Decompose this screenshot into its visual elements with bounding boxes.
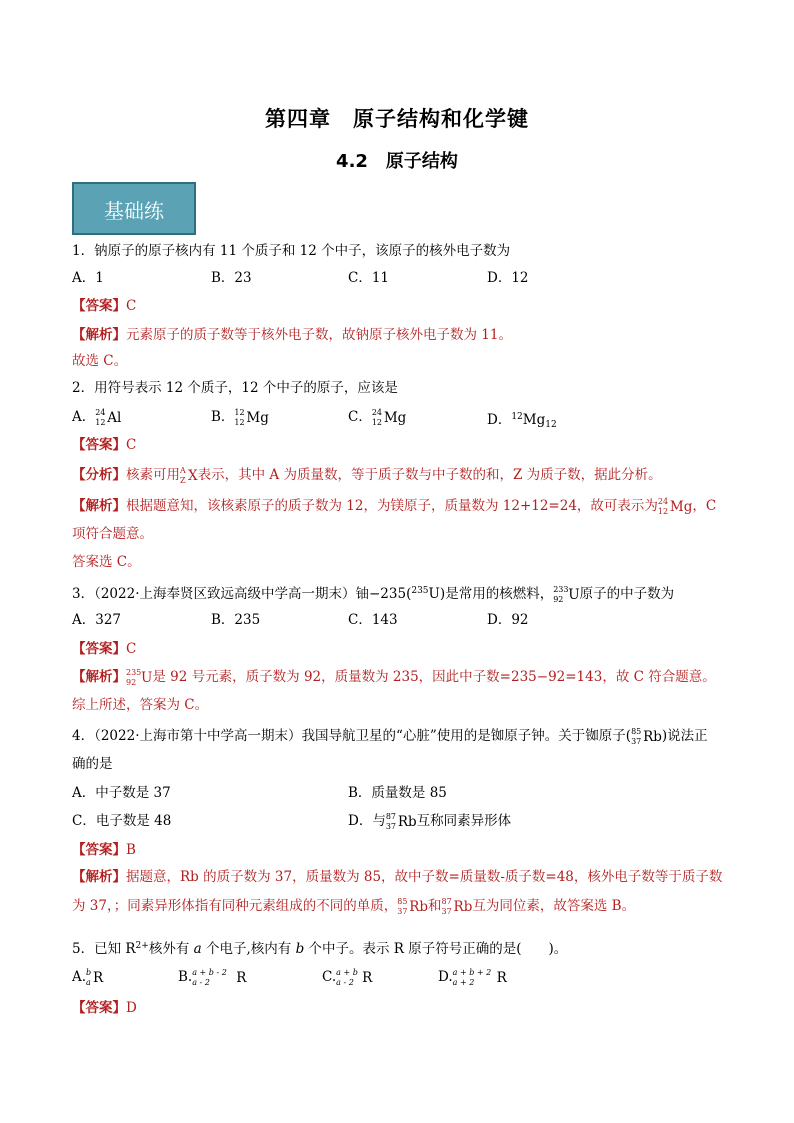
element-symbol: Rb bbox=[409, 898, 429, 915]
q3-explanation bbox=[72, 667, 716, 688]
q2-explanation bbox=[72, 496, 716, 517]
q4-option-b: B．质量数是 85 bbox=[348, 785, 447, 801]
mass-number: 233 bbox=[553, 584, 569, 594]
isotope-symbol bbox=[180, 466, 198, 486]
section-tag bbox=[72, 182, 196, 235]
mass-number: 87 bbox=[441, 896, 452, 906]
q3-stem bbox=[72, 581, 674, 605]
q3-stem-mid: )是常用的核燃料， bbox=[439, 586, 554, 602]
answer-label: 【答案】 bbox=[72, 298, 126, 314]
q4-option-c: C．电子数是 48 bbox=[72, 813, 172, 829]
mass-number: 235 bbox=[126, 667, 142, 677]
page-subtitle: 4.2 原子结构 bbox=[336, 151, 458, 172]
q2-option-c bbox=[348, 407, 406, 428]
q2-option-d bbox=[487, 407, 557, 435]
q2-option-a bbox=[72, 407, 121, 428]
isotope-symbol bbox=[386, 812, 417, 832]
q1-explain-text: 元素原子的质子数等于核外电子数，故钠原子核外电子数为 11。 bbox=[126, 327, 512, 343]
q2-explanation-cont: 项符合题意。 bbox=[72, 526, 153, 542]
charge-superscript: 2+ bbox=[135, 941, 149, 951]
q2-analysis-pre: 核素可用 bbox=[126, 467, 180, 483]
atomic-number: a + 2 bbox=[452, 977, 475, 987]
q1-stem: 1．钠原子的原子核内有 11 个质子和 12 个中子，该原子的核外电子数为 bbox=[72, 243, 511, 259]
q4-stem-cont: 确的是 bbox=[72, 756, 113, 772]
mass-number: 24 bbox=[371, 407, 383, 417]
q4-option-a: A．中子数是 37 bbox=[72, 785, 171, 801]
q1-explanation bbox=[72, 325, 512, 345]
q2-explain-pre: 根据题意知，该核素原子的质子数为 12，为镁原子，质量数为 12+12=24，故可表示为 bbox=[126, 498, 658, 514]
q4-option-d-post: 互称同素异形体 bbox=[416, 813, 512, 829]
q5-option-d-prefix: D. bbox=[438, 969, 453, 985]
q4-explain-mid: 和 bbox=[428, 898, 442, 914]
explain-label: 【解析】 bbox=[72, 498, 126, 514]
mass-number: a + b bbox=[336, 967, 358, 977]
q3-option-b: B．235 bbox=[211, 612, 261, 628]
mass-number: 12 bbox=[511, 412, 523, 422]
q5-option-a-prefix: A. bbox=[72, 969, 87, 985]
q4-explanation bbox=[72, 867, 722, 887]
q2-answer-value: C bbox=[126, 437, 137, 453]
variable-a: a bbox=[193, 941, 202, 957]
q4-explain-line1: 据题意，Rb 的质子数为 37，质量数为 85，故中子数=质量数-质子数=48，核外电子数等于质子数 bbox=[126, 869, 723, 885]
q4-option-d bbox=[348, 811, 511, 832]
q5-option-b bbox=[178, 967, 246, 988]
q1-option-c: C．11 bbox=[348, 270, 390, 286]
q3-option-a: A．327 bbox=[72, 612, 122, 628]
q5-option-a bbox=[72, 967, 103, 988]
answer-label: 【答案】 bbox=[72, 641, 126, 657]
q3-conclusion: 综上所述，答案为 C。 bbox=[72, 697, 209, 713]
q3-stem-post: 原子的中子数为 bbox=[579, 586, 675, 602]
atomic-number: Z bbox=[180, 475, 186, 485]
mass-number: 85 bbox=[631, 726, 642, 736]
mass-number: 24 bbox=[95, 407, 106, 417]
q5-answer bbox=[72, 998, 137, 1018]
q5-stem-mid1: 核外有 bbox=[148, 941, 194, 957]
atomic-number: 37 bbox=[631, 736, 642, 746]
q2-conclusion: 答案选 C。 bbox=[72, 554, 141, 570]
mass-number: 235 bbox=[411, 586, 429, 596]
q2-analysis-post: 表示，其中 A 为质量数，等于质子数与中子数的和，Z 为质子数，据此分析。 bbox=[197, 467, 662, 483]
atomic-number: 37 bbox=[397, 906, 408, 916]
atomic-number: 12 bbox=[234, 417, 245, 427]
q4-stem-post: )说法正 bbox=[661, 728, 708, 744]
atomic-number: 12 bbox=[657, 506, 669, 516]
element-symbol: Mg bbox=[522, 412, 546, 428]
page-title: 第四章 原子结构和化学键 bbox=[265, 107, 529, 131]
isotope-symbol bbox=[553, 585, 579, 605]
isotope-symbol bbox=[234, 408, 268, 428]
q1-option-b: B．23 bbox=[211, 270, 252, 286]
element-symbol: U bbox=[141, 669, 153, 686]
q2-option-d-prefix: D． bbox=[487, 412, 512, 428]
mass-number: a + b - 2 bbox=[192, 967, 227, 977]
analysis-label: 【分析】 bbox=[72, 467, 126, 483]
q5-stem-post: 个中子。表示 R 原子符号正确的是( )。 bbox=[304, 941, 568, 957]
q3-answer bbox=[72, 639, 136, 659]
explain-label: 【解析】 bbox=[72, 869, 126, 885]
element-symbol: Mg bbox=[383, 409, 407, 426]
q4-answer-value: B bbox=[126, 842, 136, 858]
isotope-symbol bbox=[397, 897, 428, 917]
atomic-number: 92 bbox=[553, 594, 564, 604]
q5-answer-value: D bbox=[126, 1000, 137, 1016]
q5-option-c bbox=[322, 967, 372, 988]
atomic-number: a - 2 bbox=[192, 977, 210, 987]
answer-label: 【答案】 bbox=[72, 842, 126, 858]
q3-explain-post: 是 92 号元素，质子数为 92，质量数为 235，因此中子数=235−92=143，故 C 符合题意。 bbox=[152, 669, 716, 685]
element-symbol: Mg bbox=[246, 409, 269, 426]
element-symbol: X bbox=[188, 467, 198, 484]
q5-option-d bbox=[438, 967, 507, 988]
mass-number: 12 bbox=[234, 407, 245, 417]
element-symbol: R bbox=[496, 969, 507, 986]
q2-option-a-prefix: A． bbox=[72, 409, 96, 425]
mass-number: A bbox=[180, 465, 186, 475]
q4-explain-line2: 为 37，；同素异形体指有同种元素组成的不同的单质， bbox=[72, 898, 398, 914]
atomic-number: a bbox=[86, 977, 91, 987]
isotope-symbol bbox=[631, 727, 662, 747]
q2-stem: 2．用符号表示 12 个质子，12 个中子的原子，应该是 bbox=[72, 380, 398, 396]
q5-stem-pre: 5．已知 R bbox=[72, 941, 136, 957]
isotope-symbol bbox=[86, 968, 103, 988]
q1-conclusion: 故选 C。 bbox=[72, 353, 128, 369]
q3-stem-pre: 3．（2022·上海奉贤区致远高级中学高一期末）铀−235( bbox=[72, 586, 412, 602]
q2-analysis bbox=[72, 465, 662, 486]
atomic-number: 12 bbox=[371, 417, 383, 427]
q1-answer bbox=[72, 296, 136, 316]
isotope-symbol bbox=[372, 408, 406, 428]
q3-option-d: D．92 bbox=[487, 612, 529, 628]
q1-option-a: A．1 bbox=[72, 270, 104, 286]
section-tag-label: 基础练 bbox=[104, 199, 164, 223]
explain-label: 【解析】 bbox=[72, 327, 126, 343]
q4-explain-post: 互为同位素，故答案选 B。 bbox=[472, 898, 636, 914]
isotope-symbol bbox=[336, 968, 372, 988]
explain-label: 【解析】 bbox=[72, 669, 126, 685]
q4-answer bbox=[72, 840, 136, 860]
mass-number: 24 bbox=[657, 496, 669, 506]
q3-answer-value: C bbox=[126, 641, 137, 657]
q4-explanation-cont bbox=[72, 896, 635, 917]
atomic-number: 12 bbox=[95, 417, 106, 427]
mass-number: 87 bbox=[385, 811, 397, 821]
q5-stem bbox=[72, 936, 567, 959]
q4-stem-pre: 4．（2022·上海市第十中学高一期末）我国导航卫星的“心脏”使用的是铷原子钟。关于铷原子( bbox=[72, 728, 632, 744]
q2-option-c-prefix: C． bbox=[348, 409, 372, 425]
isotope-symbol bbox=[658, 497, 692, 517]
atomic-number: 92 bbox=[126, 677, 137, 687]
q5-option-b-prefix: B. bbox=[178, 969, 193, 985]
q5-stem-mid2: 个电子,核内有 bbox=[201, 941, 296, 957]
element-symbol: Mg bbox=[669, 498, 693, 515]
answer-label: 【答案】 bbox=[72, 1000, 126, 1016]
element-symbol: U bbox=[568, 586, 580, 603]
q3-option-c: C．143 bbox=[348, 612, 398, 628]
mass-number: b bbox=[86, 967, 92, 977]
isotope-symbol bbox=[192, 968, 246, 988]
element-symbol: R bbox=[362, 969, 373, 986]
isotope-symbol bbox=[95, 408, 121, 428]
isotope-symbol bbox=[453, 968, 507, 988]
mass-number: 85 bbox=[397, 896, 408, 906]
element-symbol: R bbox=[93, 969, 104, 986]
q4-option-d-pre: D．与 bbox=[348, 813, 386, 829]
subscript-number: 12 bbox=[545, 420, 557, 430]
atomic-number: 37 bbox=[441, 906, 452, 916]
isotope-symbol bbox=[442, 897, 473, 917]
element-symbol: Rb bbox=[643, 728, 662, 745]
element-symbol: Rb bbox=[397, 813, 417, 830]
q2-option-b-prefix: B． bbox=[211, 409, 235, 425]
q2-answer bbox=[72, 435, 136, 455]
q1-option-d: D．12 bbox=[487, 270, 529, 286]
variable-b: b bbox=[295, 941, 305, 957]
mass-number: a + b + 2 bbox=[452, 967, 492, 977]
q5-option-c-prefix: C. bbox=[322, 969, 337, 985]
q2-explain-post: ，C bbox=[692, 498, 717, 514]
element-symbol: Al bbox=[107, 409, 122, 426]
q2-option-b bbox=[211, 407, 269, 428]
q1-answer-value: C bbox=[126, 298, 137, 314]
atomic-number: a - 2 bbox=[336, 977, 354, 987]
answer-label: 【答案】 bbox=[72, 437, 126, 453]
element-symbol: Rb bbox=[453, 898, 473, 915]
atomic-number: 37 bbox=[385, 821, 397, 831]
element-symbol: U bbox=[428, 586, 440, 602]
element-symbol: R bbox=[236, 969, 247, 986]
isotope-symbol bbox=[126, 668, 152, 688]
q4-stem bbox=[72, 726, 708, 747]
